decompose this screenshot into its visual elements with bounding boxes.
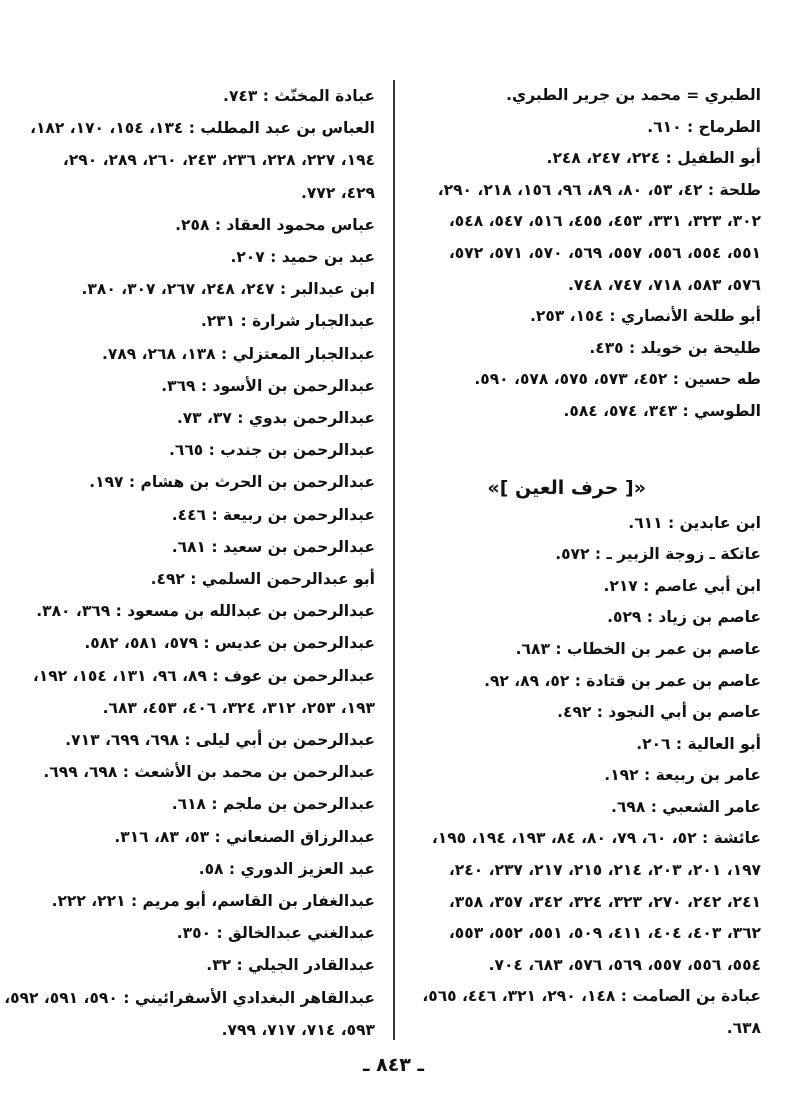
- index-entry: عامر بن ربيعة : ١٩٢.: [604, 766, 761, 785]
- index-entry: أبو عبدالرحمن السلمي : ٤٩٢.: [150, 570, 375, 589]
- index-entry: العباس بن عبد المطلب : ١٣٤، ١٥٤، ١٧٠، ١٨٢،: [30, 119, 375, 138]
- index-entry: ٤٢٩، ٧٧٢.: [301, 183, 375, 202]
- index-entry: ٥٧٦، ٥٨٣، ٧١٨، ٧٤٧، ٧٤٨.: [567, 275, 761, 294]
- index-entry: أبو الطفيل : ٢٢٤، ٢٤٧، ٢٤٨.: [546, 149, 761, 168]
- index-entry: طه حسين : ٤٥٢، ٥٧٣، ٥٧٥، ٥٧٨، ٥٩٠.: [474, 370, 761, 389]
- index-entry: عبدالرحمن بدوي : ٣٧، ٧٣.: [176, 409, 375, 428]
- index-entry: عبدالرحمن بن سعيد : ٦٨١.: [171, 537, 375, 556]
- index-entry: عاصم بن عمر بن قتادة : ٥٢، ٨٩، ٩٢.: [484, 671, 761, 690]
- index-entry: عاتكة ـ زوجة الزبير ـ : ٥٧٢.: [555, 545, 761, 564]
- index-entry: عائشة : ٥٢، ٦٠، ٧٩، ٨٠، ٨٤، ١٩٣، ١٩٤، ١٩٥،: [431, 829, 761, 848]
- index-entry: أبو طلحة الأنصاري : ١٥٤، ٢٥٣.: [530, 307, 761, 326]
- section-heading-ain: «[ حرف العين ]»: [487, 476, 646, 499]
- page-number: ـ ٨٤٣ ـ: [362, 1054, 424, 1076]
- index-entry: ٣٦٢، ٤٠٣، ٤٠٤، ٤١١، ٥٠٩، ٥٥١، ٥٥٢، ٥٥٣،: [448, 924, 761, 943]
- index-entry: ١٩٧، ٢٠١، ٢٠٣، ٢١٤، ٢١٥، ٢١٧، ٢٣٧، ٢٤٠،: [448, 861, 761, 880]
- index-entry: ابن عابدين : ٦١١.: [628, 513, 761, 532]
- index-column-left: [5, 80, 375, 1046]
- index-entry: عبدالرحمن بن محمد بن الأشعث : ٦٩٨، ٦٩٩.: [43, 763, 375, 782]
- column-divider: [393, 80, 395, 1040]
- index-entry: ٣٠٢، ٣٢٣، ٣٣١، ٤٥٣، ٤٥٥، ٥١٦، ٥٤٧، ٥٤٨،: [448, 212, 761, 231]
- index-entry: ابن عبدالبر : ٢٤٧، ٢٤٨، ٢٦٧، ٣٠٧، ٣٨٠.: [81, 280, 375, 299]
- index-entry: ٥٥١، ٥٥٤، ٥٥٦، ٥٥٧، ٥٦٩، ٥٧٠، ٥٧١، ٥٧٢،: [448, 243, 761, 262]
- index-entry: الطوسي : ٣٤٣، ٥٧٤، ٥٨٤.: [563, 401, 761, 420]
- index-entry: ٢٤١، ٢٤٢، ٢٧٠، ٣٢٣، ٣٢٤، ٣٤٢، ٣٥٧، ٣٥٨،: [448, 892, 761, 911]
- section-gap: [393, 428, 761, 468]
- index-entry: عبدالرحمن بن الأسود : ٣٦٩.: [161, 376, 375, 395]
- index-entry: عبادة بن الصامت : ١٤٨، ٢٩٠، ٣٢١، ٤٤٦، ٥٦٥،: [422, 987, 761, 1006]
- index-entry: عبدالرحمن بن ملجم : ٦١٨.: [171, 795, 375, 814]
- index-entry: ١٩٣، ٢٥٣، ٣١٢، ٣٢٤، ٤٠٦، ٤٥٣، ٦٨٣.: [102, 698, 375, 717]
- index-entry: عبدالرزاق الصنعاني : ٥٣، ٨٣، ٣١٦.: [114, 827, 375, 846]
- index-entry: عبادة المخنّث : ٧٤٣.: [223, 87, 375, 105]
- index-entry: عبدالرحمن بن الحرث بن هشام : ١٩٧.: [89, 473, 375, 492]
- entries-ain-letter: [393, 508, 761, 1045]
- index-entry: عبدالرحمن بن عديس : ٥٧٩، ٥٨١، ٥٨٢.: [84, 634, 375, 653]
- index-entry: عبدالرحمن بن أبي ليلى : ٦٩٨، ٦٩٩، ٧١٣.: [65, 731, 375, 750]
- index-entry: عاصم بن عمر بن الخطاب : ٦٨٣.: [515, 639, 761, 658]
- index-entry: عبدالرحمن بن جندب : ٦٦٥.: [168, 441, 375, 460]
- index-entry: عبد العزيز الدوري : ٥٨.: [198, 859, 375, 878]
- index-entry: عاصم بن زياد : ٥٢٩.: [607, 608, 761, 627]
- index-entry: عبدالقاهر البغدادي الأسفرائيني : ٥٩٠، ٥٩١، ٥٩٢،: [4, 988, 375, 1007]
- entries-ain-continued: [5, 80, 375, 1046]
- index-entry: عبدالرحمن بن عبدالله بن مسعود : ٣٦٩، ٣٨٠.: [36, 602, 375, 621]
- index-entry: عبد بن حميد : ٢٠٧.: [230, 248, 375, 267]
- index-entry: الطرماح : ٦١٠.: [647, 117, 761, 136]
- index-entry: عبدالقادر الجيلي : ٣٢.: [206, 956, 375, 975]
- index-entry: ١٩٤، ٢٢٧، ٢٢٨، ٢٣٦، ٢٤٣، ٢٦٠، ٢٨٩، ٢٩٠،: [62, 151, 375, 170]
- index-entry: عبدالجبار المعتزلي : ١٣٨، ٢٦٨، ٧٨٩.: [101, 344, 375, 363]
- index-entry: طليحة بن خويلد : ٤٣٥.: [589, 338, 761, 357]
- index-entry: ٥٥٤، ٥٥٦، ٥٥٧، ٥٦٩، ٥٧٦، ٦٨٣، ٧٠٤.: [488, 955, 761, 974]
- index-entry: عبدالغفار بن القاسم، أبو مريم : ٢٢١، ٢٢٢.: [51, 892, 375, 911]
- index-column-right: [393, 80, 761, 1045]
- entries-ta-letter: [393, 80, 761, 428]
- index-entry: ٥٩٣، ٧١٤، ٧١٧، ٧٩٩.: [221, 1020, 375, 1039]
- index-entry: أبو العالية : ٢٠٦.: [636, 734, 761, 753]
- index-entry: ابن أبي عاصم : ٢١٧.: [603, 576, 761, 595]
- index-entry: عبدالغني عبدالخالق : ٣٥٠.: [176, 924, 375, 943]
- index-entry: عاصم بن أبي النجود : ٤٩٢.: [557, 703, 761, 722]
- index-entry: ٦٣٨.: [726, 1019, 761, 1038]
- index-entry: عباس محمود العقاد : ٢٥٨.: [175, 215, 375, 234]
- index-entry: عبدالرحمن بن ربيعة : ٤٤٦.: [171, 505, 375, 524]
- index-entry: الطبري = محمد بن جرير الطبري.: [506, 86, 761, 104]
- index-entry: طلحة : ٤٢، ٥٣، ٨٠، ٨٩، ٩٦، ١٥٦، ٢١٨، ٢٩٠،: [437, 180, 761, 199]
- index-entry: عبدالجبار شرارة : ٢٣١.: [200, 312, 375, 331]
- index-entry: عامر الشعبي : ٦٩٨.: [611, 797, 761, 816]
- index-entry: عبدالرحمن بن عوف : ٨٩، ٩٦، ١٣١، ١٥٤، ١٩٢،: [32, 666, 375, 685]
